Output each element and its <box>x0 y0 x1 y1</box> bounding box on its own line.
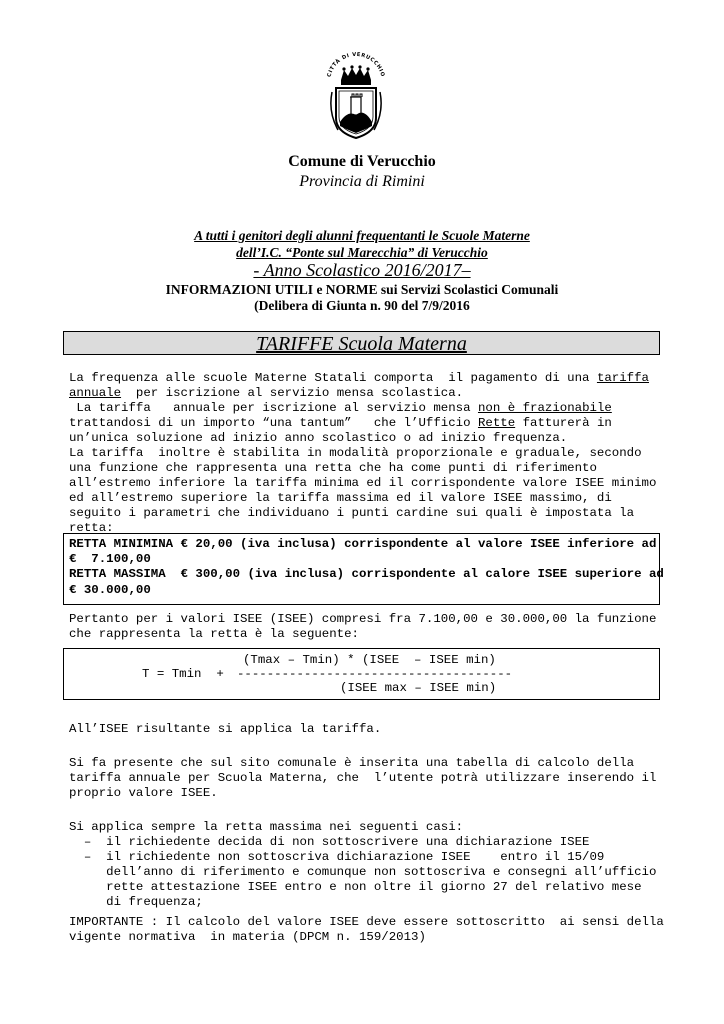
intro-line: retta: <box>69 521 114 535</box>
svg-text:CITTÀ DI VERUCCHIO: CITTÀ DI VERUCCHIO <box>326 51 386 78</box>
municipality-name: Comune di Verucchio <box>288 153 436 170</box>
massima-intro: Si applica sempre la retta massima nei seguenti casi: <box>69 820 464 834</box>
rate-min-line: RETTA MINIMINA € 20,00 (iva inclusa) corrispondente al valore ISEE inferiore ad <box>69 537 657 551</box>
rates-box <box>63 533 664 605</box>
sito-line: proprio valore ISEE. <box>69 786 218 800</box>
applies-line: All’ISEE risultante si applica la tariffa. <box>69 722 382 736</box>
intro-line: La frequenza alle scuole Materne Statali comporta il pagamento di una tariffa <box>69 371 649 385</box>
intro-line: La tariffa inoltre è stabilita in modalità proporzionale e graduale, secondo <box>69 446 642 460</box>
header-school: dell’I.C. “Ponte sul Marecchia” di Verucchio <box>236 245 488 260</box>
intro-line: all’estremo inferiore la tariffa minima ed il corrispondente valore ISEE minimo <box>69 476 657 490</box>
formula-denominator: (ISEE max – ISEE min) <box>340 681 497 695</box>
sito-line: Si fa presente che sul sito comunale è inserita una tabella di calcolo della <box>69 756 635 770</box>
rate-min-isee: € 7.100,00 <box>69 552 151 567</box>
intro-line: ed all’estremo superiore la tariffa massima ed il valore ISEE massimo, di <box>69 491 612 505</box>
header-school-year: - Anno Scolastico 2016/2017– <box>253 260 471 280</box>
intro-line: un’unica soluzione ad inizio anno scolastico o ad inizio frequenza. <box>69 431 568 445</box>
rate-max-line: RETTA MASSIMA € 300,00 (iva inclusa) corrispondente al calore ISEE superiore ad <box>69 567 664 582</box>
intro-line: annuale per iscrizione al servizio mensa scolastica. <box>69 386 464 400</box>
massima-bullet-cont: di frequenza; <box>69 895 203 909</box>
intro-line: seguito i parametri che individuano i punti cardine sui quali è impostata la <box>69 506 635 520</box>
formula-fraction-bar: ------------------------------------- <box>237 667 513 681</box>
rate-max-isee: € 30.000,00 <box>69 582 151 597</box>
pertanto-line: Pertanto per i valori ISEE (ISEE) compresi fra 7.100,00 e 30.000,00 la funzione <box>69 612 657 626</box>
header-info: INFORMAZIONI UTILI e NORME sui Servizi Scolastici Comunali <box>165 282 559 297</box>
massima-bullet: – il richiedente decida di non sottoscrivere una dichiarazione ISEE <box>69 835 590 849</box>
massima-bullet-cont: dell’anno di riferimento e comunque non sottoscriva e consegni all’ufficio <box>69 865 657 879</box>
massima-bullet: – il richiedente non sottoscriva dichiarazione ISEE entro il 15/09 <box>69 850 605 864</box>
pertanto-line: che rappresenta la retta è la seguente: <box>69 627 359 641</box>
formula-numerator: (Tmax – Tmin) * (ISEE – ISEE min) <box>243 653 496 667</box>
intro-line: una funzione che rappresenta una retta che ha come punti di riferimento <box>69 461 597 475</box>
section-title: TARIFFE Scuola Materna <box>63 331 660 355</box>
sito-line: tariffa annuale per Scuola Materna, che l’utente potrà utilizzare inserendo il <box>69 771 657 785</box>
importante-line: IMPORTANTE : Il calcolo del valore ISEE deve essere sottoscritto ai sensi della <box>69 915 664 929</box>
formula-box <box>63 648 660 700</box>
header-recipients: A tutti i genitori degli alunni frequentanti le Scuole Materne <box>194 228 530 243</box>
header-resolution: (Delibera di Giunta n. 90 del 7/9/2016 <box>254 298 470 313</box>
province-name: Provincia di Rimini <box>299 173 425 190</box>
massima-bullet-cont: rette attestazione ISEE entro e non oltre il giorno 27 del relativo mese <box>69 880 642 894</box>
coat-of-arms-logo <box>322 50 390 142</box>
importante-line: vigente normativa in materia (DPCM n. 159/2013) <box>69 930 426 944</box>
formula-lhs: T = Tmin + <box>142 667 239 681</box>
intro-line: trattandosi di un importo “una tantum” che l’Ufficio Rette fatturerà in <box>69 416 612 430</box>
intro-line: La tariffa annuale per iscrizione al servizio mensa non è frazionabile <box>69 401 612 415</box>
